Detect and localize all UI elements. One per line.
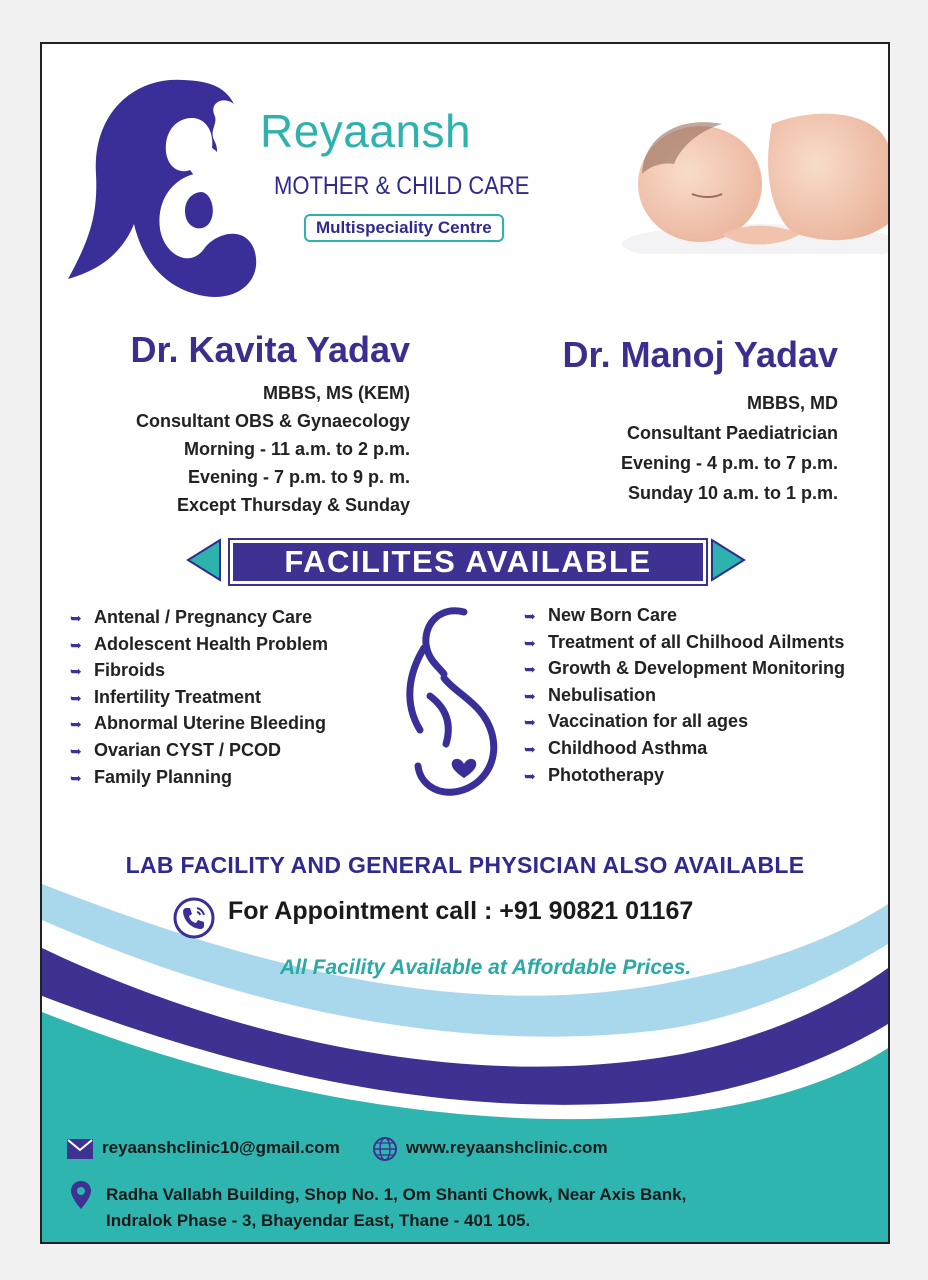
doctor-line: Evening - 7 p.m. to 9 p. m. xyxy=(187,467,410,487)
globe-icon xyxy=(372,1136,398,1162)
flyer xyxy=(40,42,890,1244)
arrow-bullet-icon: ➥ xyxy=(524,634,536,651)
arrow-bullet-icon: ➥ xyxy=(70,769,82,786)
doctor-manoj xyxy=(563,334,838,508)
doctor-line: Consultant Paediatrician xyxy=(626,423,838,443)
arrow-bullet-icon: ➥ xyxy=(524,687,536,704)
list-item: ➥ New Born Care xyxy=(524,602,845,629)
list-item: ➥ Abnormal Uterine Bleeding xyxy=(70,710,328,737)
address xyxy=(106,1182,686,1234)
doctor-line: Consultant OBS & Gynaecology xyxy=(135,411,410,431)
arrow-bullet-icon: ➥ xyxy=(524,608,536,624)
list-item: ➥ Fibroids xyxy=(70,657,328,684)
doctor-line: MBBS, MS (KEM) xyxy=(263,383,410,403)
doctor-line: MBBS, MD xyxy=(747,393,838,413)
brand-name: Reyaansh xyxy=(260,105,472,157)
phone-icon xyxy=(172,896,216,940)
list-item: ➥ Treatment of all Chilhood Ailments xyxy=(524,629,845,656)
baby-photo xyxy=(622,94,888,254)
arrow-bullet-icon: ➥ xyxy=(70,689,82,706)
list-item: ➥ Family Planning xyxy=(70,764,328,791)
arrow-bullet-icon: ➥ xyxy=(70,663,82,680)
list-item: ➥ Growth & Development Monitoring xyxy=(524,655,845,682)
list-item: ➥ Ovarian CYST / PCOD xyxy=(70,737,328,764)
email-link[interactable]: reyaanshclinic10@gmail.com xyxy=(102,1138,340,1157)
arrow-bullet-icon: ➥ xyxy=(524,661,536,678)
doctor-line: Except Thursday & Sunday xyxy=(176,495,410,515)
doctor-line: Morning - 11 a.m. to 2 p.m. xyxy=(183,439,410,459)
doctor-name: Dr. Kavita Yadav xyxy=(130,329,410,370)
arrow-bullet-icon: ➥ xyxy=(524,767,536,784)
arrow-bullet-icon: ➥ xyxy=(70,636,82,653)
list-item: ➥ Phototherapy xyxy=(524,762,845,789)
arrow-bullet-icon: ➥ xyxy=(524,740,536,757)
doctor-name: Dr. Manoj Yadav xyxy=(562,334,838,375)
doctor-line: Sunday 10 a.m. to 1 p.m. xyxy=(627,483,838,503)
arrow-bullet-icon: ➥ xyxy=(70,716,82,733)
list-item: ➥ Childhood Asthma xyxy=(524,735,845,762)
facilities-title: FACILITES AVAILABLE xyxy=(230,540,706,584)
lab-facility-line: LAB FACILITY AND GENERAL PHYSICIAN ALSO AVAILABLE xyxy=(125,852,805,878)
brand-subtitle: MOTHER & CHILD CARE xyxy=(274,172,530,200)
doctor-line: Evening - 4 p.m. to 7 p.m. xyxy=(620,453,838,473)
address-line: Indralok Phase - 3, Bhayendar East, Thane - 401 105. xyxy=(106,1211,531,1230)
list-item: ➥ Nebulisation xyxy=(524,682,845,709)
mail-icon xyxy=(66,1138,94,1160)
facilities-list-right xyxy=(524,602,845,788)
appointment-call[interactable]: For Appointment call : +91 90821 01167 xyxy=(228,897,694,925)
banner-right-arrow-icon xyxy=(710,538,746,582)
arrow-bullet-icon: ➥ xyxy=(70,610,82,626)
location-pin-icon xyxy=(70,1180,92,1210)
arrow-bullet-icon: ➥ xyxy=(524,714,536,731)
banner-left-arrow-icon xyxy=(186,538,222,582)
doctor-kavita xyxy=(130,329,410,519)
list-item: ➥ Adolescent Health Problem xyxy=(70,631,328,658)
facilities-list-left xyxy=(70,604,328,790)
brand-badge: Multispeciality Centre xyxy=(304,214,504,242)
list-item: ➥ Infertility Treatment xyxy=(70,684,328,711)
mother-child-logo-icon xyxy=(64,74,274,304)
pregnant-woman-icon xyxy=(394,604,504,804)
affordable-tagline: All Facility Available at Affordable Prices. xyxy=(280,956,692,979)
list-item: ➥ Antenal / Pregnancy Care xyxy=(70,604,328,631)
address-line: Radha Vallabh Building, Shop No. 1, Om Shanti Chowk, Near Axis Bank, xyxy=(106,1185,687,1204)
website-link[interactable]: www.reyaanshclinic.com xyxy=(406,1138,608,1157)
arrow-bullet-icon: ➥ xyxy=(70,742,82,759)
list-item: ➥ Vaccination for all ages xyxy=(524,708,845,735)
